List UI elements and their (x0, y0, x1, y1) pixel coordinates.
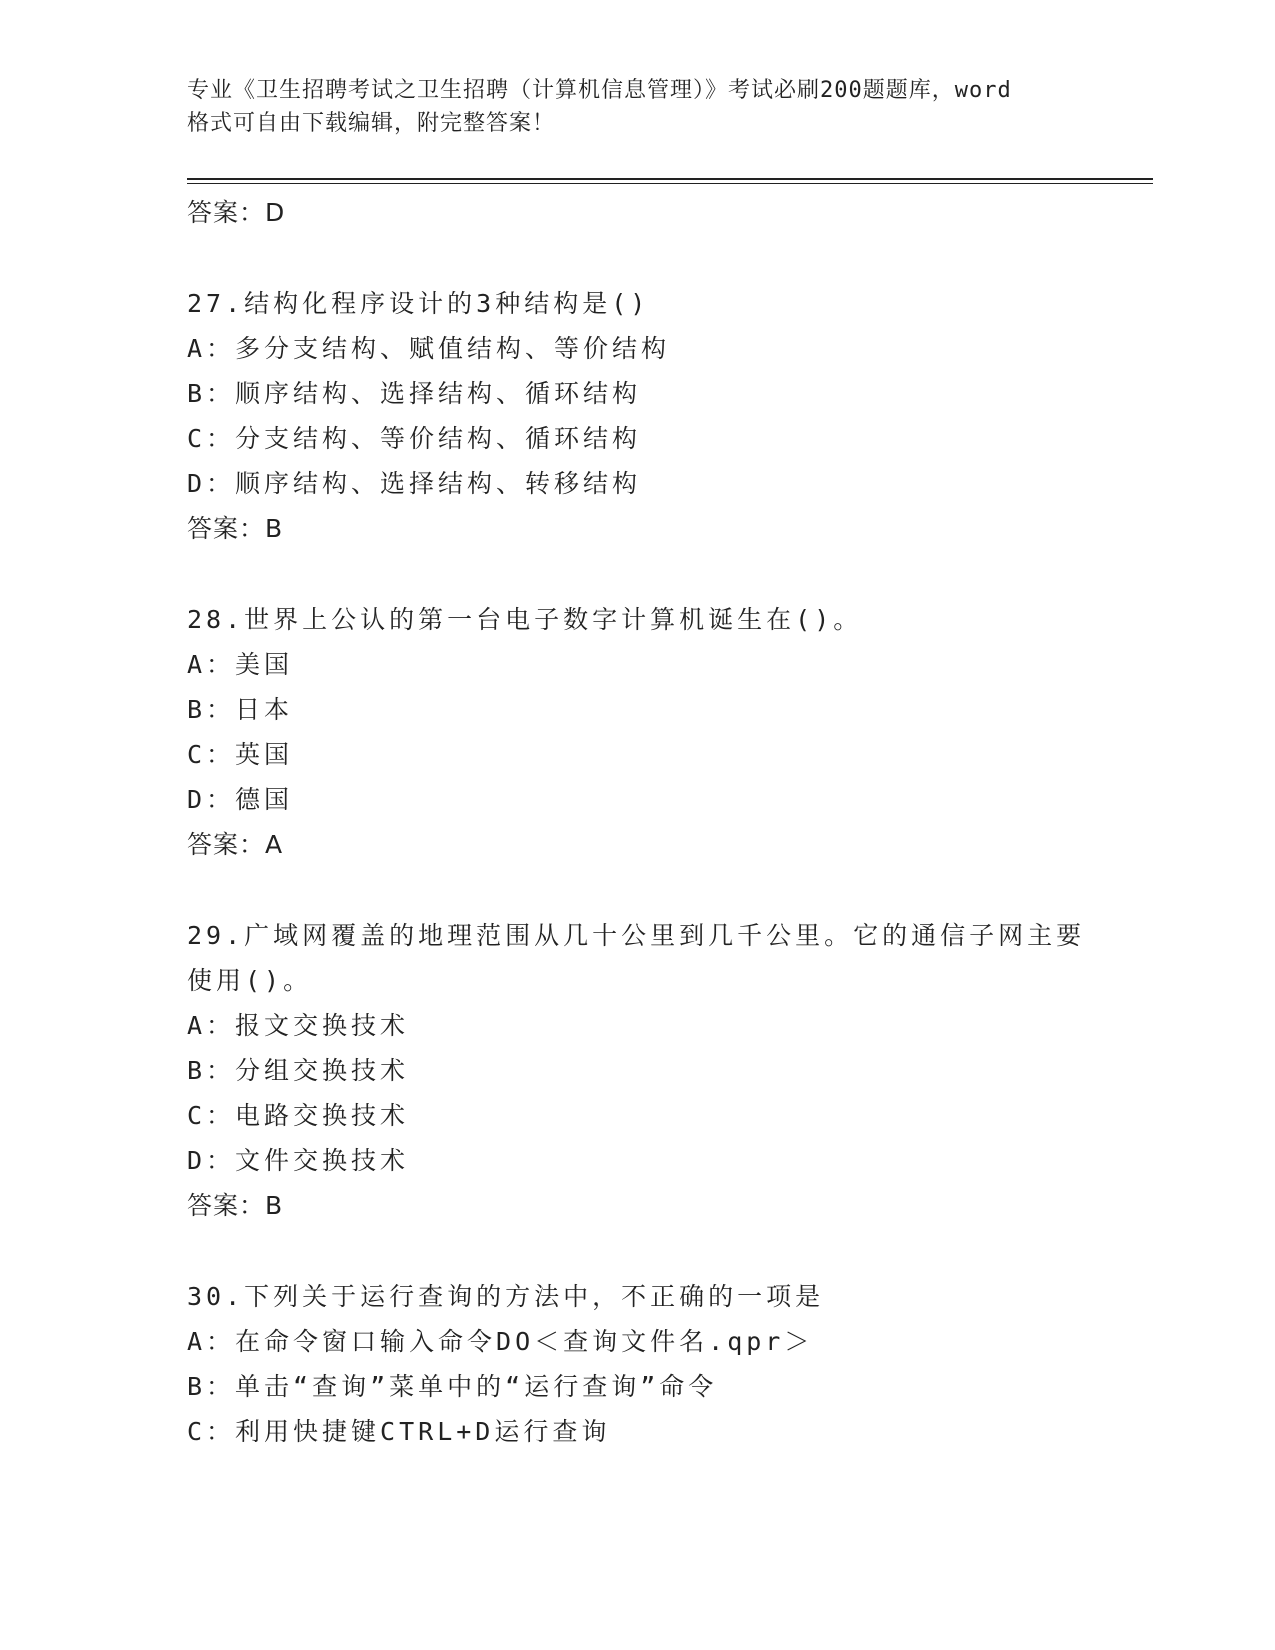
spacer (187, 1228, 1153, 1274)
question-block (187, 913, 1153, 1228)
spacer (187, 235, 1153, 281)
option-c: C：英国 (187, 740, 294, 769)
option-c: C：利用快捷键CTRL+D运行查询 (187, 1417, 611, 1446)
option-a: A：多分支结构、赋值结构、等价结构 (187, 334, 671, 363)
spacer (187, 551, 1153, 597)
option-a: A：在命令窗口输入命令DO＜查询文件名.qpr＞ (187, 1327, 814, 1356)
question-title: 30.下列关于运行查询的方法中，不正确的一项是 (187, 1282, 825, 1311)
option-d: D：文件交换技术 (187, 1146, 410, 1175)
answer-line: 答案：A (187, 830, 284, 859)
question-title: 28.世界上公认的第一台电子数字计算机诞生在()。 (187, 605, 863, 634)
option-a: A：报文交换技术 (187, 1011, 410, 1040)
option-d: D：顺序结构、选择结构、转移结构 (187, 469, 642, 498)
answer-line: 答案：D (187, 198, 286, 227)
question-title: 29.广域网覆盖的地理范围从几十公里到几千公里。它的通信子网主要 (187, 921, 1086, 950)
question-block (187, 1274, 1153, 1454)
question-title-continued: 使用()。 (187, 966, 313, 995)
answer-line: 答案：B (187, 514, 284, 543)
question-title: 27.结构化程序设计的3种结构是() (187, 289, 650, 318)
option-b: B：顺序结构、选择结构、循环结构 (187, 379, 642, 408)
document-header (187, 74, 1087, 140)
question-list (187, 190, 1153, 1454)
spacer (187, 867, 1153, 913)
header-divider-thin (187, 183, 1153, 184)
question-block (187, 281, 1153, 551)
header-line-1: 专业《卫生招聘考试之卫生招聘（计算机信息管理）》考试必刷200题题库，word (187, 78, 1012, 103)
option-b: B：单击“查询”菜单中的“运行查询”命令 (187, 1372, 718, 1401)
option-a: A：美国 (187, 650, 294, 679)
option-c: C：分支结构、等价结构、循环结构 (187, 424, 642, 453)
option-b: B：分组交换技术 (187, 1056, 410, 1085)
header-line-2: 格式可自由下载编辑，附完整答案！ (187, 111, 556, 136)
option-d: D：德国 (187, 785, 294, 814)
question-block (187, 597, 1153, 867)
answer-line: 答案：B (187, 1191, 284, 1220)
option-c: C：电路交换技术 (187, 1101, 410, 1130)
option-b: B：日本 (187, 695, 294, 724)
header-divider-thick (187, 178, 1153, 180)
